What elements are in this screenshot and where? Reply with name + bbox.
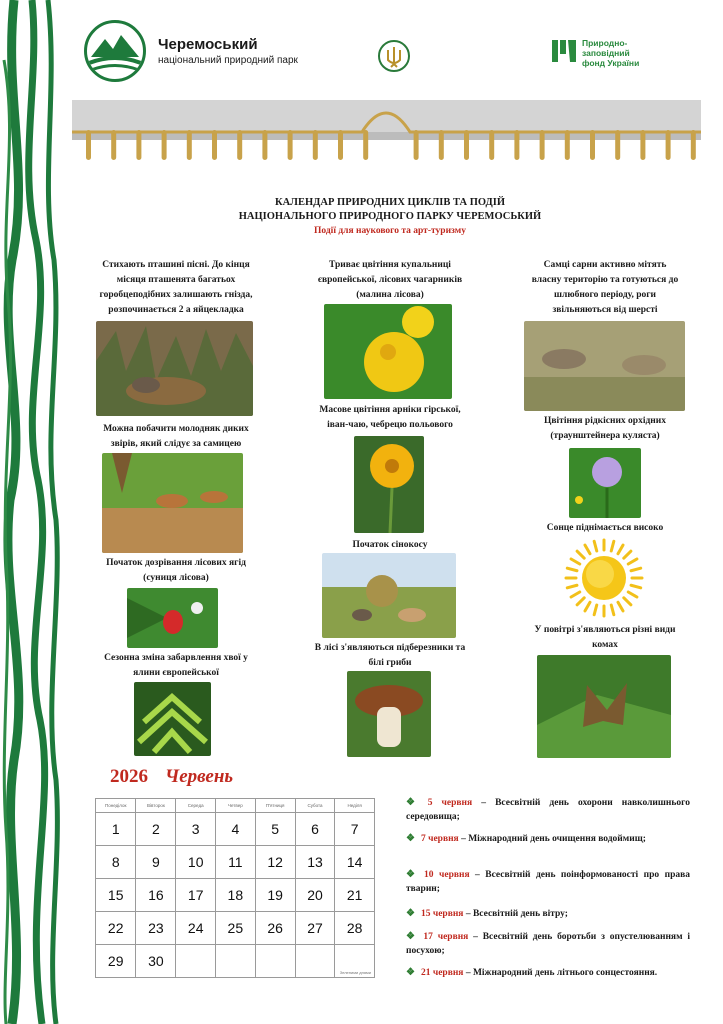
observance-item [406,966,690,980]
month-calendar-grid [95,798,375,978]
calendar-day: 26 [255,912,295,945]
binding-ring-icon [540,130,545,160]
binding-ring-icon [313,130,318,160]
calendar-heading: КАЛЕНДАР ПРИРОДНИХ ЦИКЛІВ ТА ПОДІЙ НАЦІОНАЛЬНОГО ПРИРОДНОГО ПАРКУ ЧЕРЕМОСЬКИЙ [238,197,542,222]
binding-ring-icon [414,130,419,160]
weekday-header: Четвер [216,799,256,813]
calendar-day: 30 [136,945,176,978]
event-caption: Триває цвітіння купальниці європейської, лісових чагарників (малина лісова) [317,260,463,300]
photo-spruce-needles [134,682,211,756]
binding-ring-icon [666,130,671,160]
event-caption: Початок сінокосу [352,540,428,550]
calendar-day: 17 [176,879,216,912]
bullet-icon: ❖ [406,967,415,978]
observance-text: – Міжнародний день літнього сонцестояння. [463,968,658,978]
calendar-day: 3 [176,813,216,846]
calendar-day [335,945,375,978]
bullet-icon: ❖ [406,908,415,919]
observance-item [406,907,690,921]
calendar-day: 8 [96,846,136,879]
decorative-stripes [0,0,62,1024]
event-caption: Масове цвітіння арніки гірської, іван-чаю, чебрецю польового [319,405,461,430]
weekday-header: Середа [176,799,216,813]
photo-butterfly [537,655,671,758]
calendar-binding-band [72,100,701,166]
binding-ring-icon [464,130,469,160]
calendar-day [255,945,295,978]
calendar-day: 28 [335,912,375,945]
calendar-year: 2026 [110,766,148,787]
event-caption: Стихають пташині пісні. До кінця місяця пташенята багатьох горобцеподібних залишають гнізда, розпочинається 2 а яйцекладка [99,260,253,315]
observance-date: 5 червня [427,798,473,808]
event-caption: У повітрі з'являються різні види комах [534,625,676,650]
observance-date: 15 червня [420,909,464,919]
nature-fund-logo-icon [551,38,577,66]
calendar-day [216,945,256,978]
photo-wild-strawberry [127,588,218,648]
calendar-day: 23 [136,912,176,945]
event-caption: Сонце піднімається високо [546,523,664,533]
event-caption: Цвітіння рідкісних орхідних (траунштейнера кулястa) [544,416,666,441]
observance-item [406,868,690,896]
binding-ring-icon [237,130,242,160]
binding-ring-icon [514,130,519,160]
binding-ring-icon [691,130,696,160]
event-caption: Початок дозрівання лісових ягід (суниця лісова) [106,558,246,583]
photo-globeflower [324,304,452,399]
observance-text: – Міжнародний день очищення водоймищ; [458,834,646,844]
observance-text: – Всесвітній день боротьби з опустелюванням і посухою; [406,932,690,956]
calendar-day: 15 [96,879,136,912]
binding-ring-icon [590,130,595,160]
calendar-day: 22 [96,912,136,945]
calendar-day [176,945,216,978]
binding-ring-icon [489,130,494,160]
calendar-subtitle: Події для наукового та арт-туризму [314,226,466,236]
photo-boletus-mushroom [347,671,431,757]
calendar-day: 21 [335,879,375,912]
calendar-day: 6 [295,813,335,846]
trident-emblem-icon [378,40,410,72]
binding-ring-icon [439,130,444,160]
observance-item [406,930,690,958]
weekday-header: Понеділок [96,799,136,813]
event-caption: Сезонна зміна забарвлення хвої у ялини європейської [104,653,248,678]
calendar-day [295,945,335,978]
observance-item [406,796,690,824]
calendar-day: 24 [176,912,216,945]
binding-ring-icon [615,130,620,160]
calendar-day: 5 [255,813,295,846]
photo-roe-deer [524,321,685,411]
observance-date: 17 червня [423,932,469,942]
calendar-day: 10 [176,846,216,879]
calendar-day: 16 [136,879,176,912]
binding-ring-icon [162,130,167,160]
org-name: Черемоський [158,36,258,53]
event-caption: Можна побачити молодняк диких звірів, який слідує за самицею [103,424,249,449]
binding-ring-icon [187,130,192,160]
org-subtitle: національний природний парк [158,55,298,66]
calendar-day: 13 [295,846,335,879]
calendar-note: Зеленими днями [339,970,371,975]
observance-text: – Всесвітній день охорони навколишнього середовища; [406,798,690,822]
calendar-day: 14 [335,846,375,879]
weekday-header: Субота [295,799,335,813]
weekday-header: Неділя [335,799,375,813]
observance-date: 21 червня [420,968,464,978]
bullet-icon: ❖ [406,797,422,808]
binding-ring-icon [136,130,141,160]
event-caption: Самці сарни активно мітять власну територію та готуються до шлюбного періоду, роги звільняються від шерсті [531,260,679,315]
photo-haymaking [322,553,456,638]
calendar-day: 25 [216,912,256,945]
binding-ring-icon [565,130,570,160]
calendar-day: 20 [295,879,335,912]
nature-fund-name: Природно- заповідний фонд України [582,38,640,68]
binding-ring-icon [262,130,267,160]
calendar-month: Червень [165,766,234,787]
binding-ring-icon [288,130,293,160]
observance-date: 10 червня [424,870,470,880]
calendar-day: 1 [96,813,136,846]
calendar-day: 27 [295,912,335,945]
observance-text: – Всесвітній день вітру; [463,909,568,919]
binding-ring-icon [111,130,116,160]
calendar-day: 11 [216,846,256,879]
calendar-day: 12 [255,846,295,879]
event-caption: В лісі з'являються підберезники та білі гриби [314,643,466,668]
calendar-day: 2 [136,813,176,846]
observance-item [406,832,690,846]
bullet-icon: ❖ [406,833,415,844]
observance-text: – Всесвітній день поінформованості про права тварин; [406,870,690,894]
bullet-icon: ❖ [406,869,419,880]
binding-ring-icon [363,130,368,160]
weekday-header: П'ятниця [255,799,295,813]
calendar-day: 29 [96,945,136,978]
calendar-day: 19 [255,879,295,912]
binding-ring-icon [212,130,217,160]
binding-ring-icon [338,130,343,160]
binding-ring-icon [640,130,645,160]
bullet-icon: ❖ [406,931,418,942]
photo-young-deer [102,453,243,553]
photo-orchid [569,448,641,518]
weekday-header: Вівторок [136,799,176,813]
calendar-day: 7 [335,813,375,846]
park-logo-icon [84,20,146,82]
photo-bird-nest [96,321,253,416]
calendar-day: 9 [136,846,176,879]
sun-icon [563,537,645,619]
calendar-day: 4 [216,813,256,846]
calendar-day: 18 [216,879,256,912]
binding-ring-icon [86,130,91,160]
observance-date: 7 червня [420,834,459,844]
photo-arnica [354,436,424,533]
